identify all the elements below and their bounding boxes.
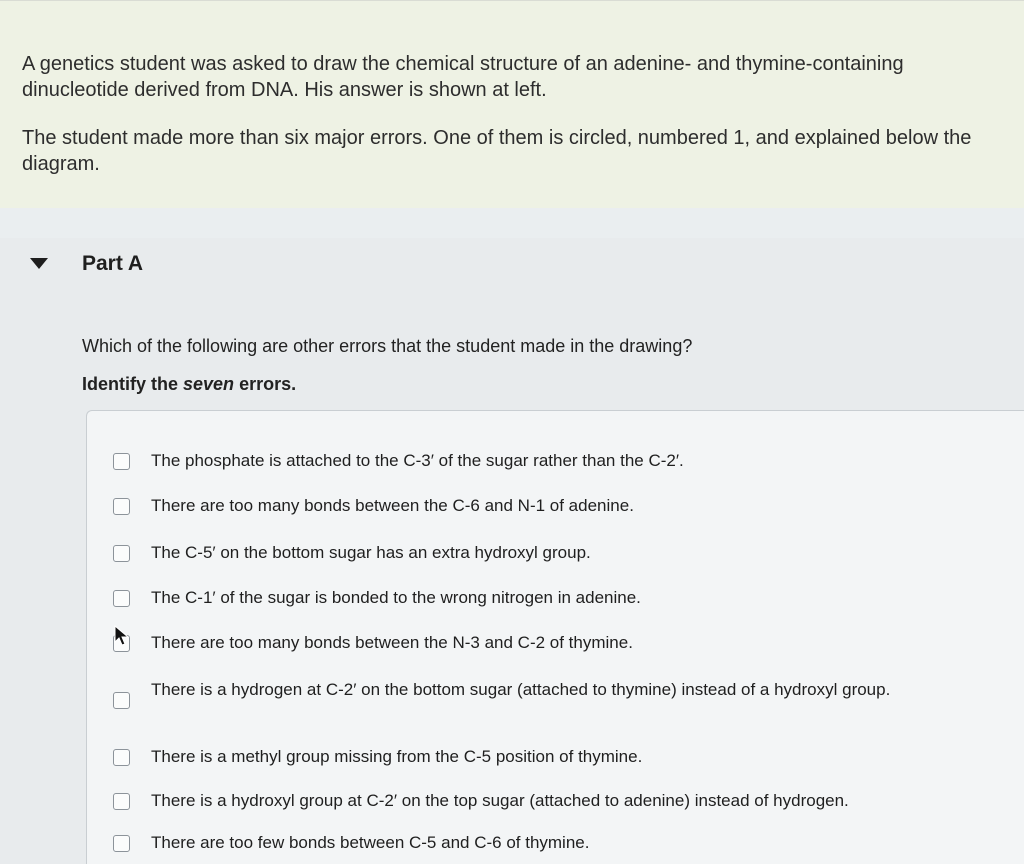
answer-options	[86, 410, 1024, 864]
checkbox[interactable]	[113, 545, 130, 562]
mouse-pointer-icon	[114, 625, 132, 647]
checkbox[interactable]	[113, 692, 130, 709]
checkbox[interactable]	[113, 590, 130, 607]
instruction-text	[82, 374, 296, 395]
checkbox[interactable]	[113, 453, 130, 470]
section-divider	[0, 208, 1024, 238]
problem-intro	[0, 0, 1024, 209]
collapse-triangle-icon[interactable]	[30, 258, 48, 269]
checkbox[interactable]	[113, 835, 130, 852]
option-label: There is a hydrogen at C-2′ on the bottom sugar (attached to thymine) instead of a hydroxyl group.	[151, 680, 891, 699]
option-label: There is a hydroxyl group at C-2′ on the top sugar (attached to adenine) instead of hydrogen.	[151, 791, 849, 810]
option-label: There are too many bonds between the N-3 and C-2 of thymine.	[151, 633, 633, 652]
option-label: There are too few bonds between C-5 and C-6 of thymine.	[151, 833, 590, 852]
checkbox[interactable]	[113, 793, 130, 810]
checkbox[interactable]	[113, 498, 130, 515]
option-label: The C-5′ on the bottom sugar has an extra hydroxyl group.	[151, 543, 591, 562]
intro-paragraph-2: The student made more than six major errors. One of them is circled, numbered 1, and explained below the diagram.	[22, 127, 972, 175]
intro-paragraph-1: A genetics student was asked to draw the chemical structure of an adenine- and thymine-containing dinucleotide derived from DNA. His answer is shown at left.	[22, 53, 904, 101]
option-label: The C-1′ of the sugar is bonded to the wrong nitrogen in adenine.	[151, 588, 641, 607]
part-a-header[interactable]	[0, 238, 1024, 298]
instruction-emphasis: seven	[183, 374, 235, 394]
option-label: The phosphate is attached to the C-3′ of the sugar rather than the C-2′.	[151, 451, 684, 470]
option-label: There are too many bonds between the C-6 and N-1 of adenine.	[151, 496, 634, 515]
question-text: Which of the following are other errors that the student made in the drawing?	[82, 336, 693, 356]
checkbox[interactable]	[113, 749, 130, 766]
instruction-prefix: Identify the	[82, 374, 184, 394]
part-title: Part A	[82, 252, 144, 275]
instruction-suffix: errors.	[234, 374, 297, 394]
option-label: There is a methyl group missing from the C-5 position of thymine.	[151, 747, 643, 766]
